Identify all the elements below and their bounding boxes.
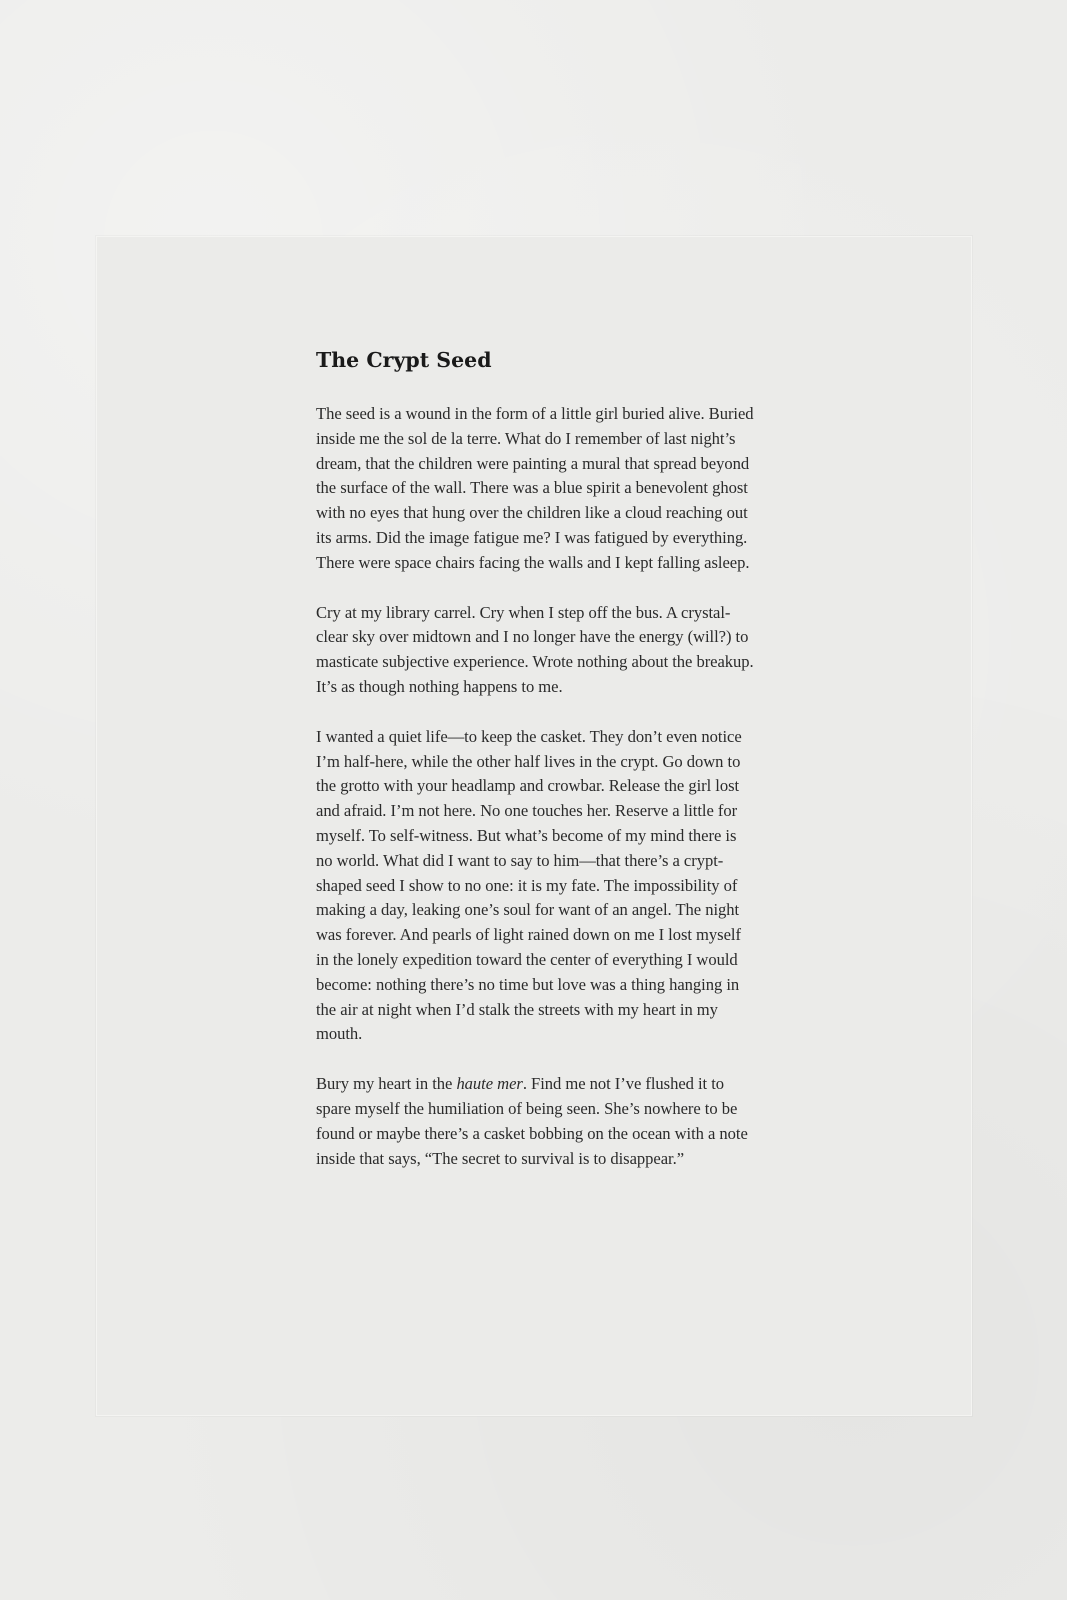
stanza-text: Bury my heart in the	[316, 1074, 457, 1094]
stanza-text: . Find me not I’ve flushed it to spare myself the humiliation of being seen. She’s nowhere to be found or maybe there’s a casket bobbing on the ocean with a note inside that says, “The secret to survival is to disappear.”	[316, 1074, 748, 1168]
stanza: I wanted a quiet life—to keep the casket. They don’t even notice I’m half-here, while the other half lives in the crypt. Go down to the grotto with your headlamp and crowbar. Release the girl lost and afraid. I’m not here. No one touches her. Reserve a little for myself. To self-witness. But what’s become of my mind there is no world. What did I want to say to him—that there’s a crypt-shaped seed I show to no one: it is my fate. The impossibility of making a day, leaking one’s soul for want of an angel. The night was forever. And pearls of light rained down on me I lost myself in the lonely expedition toward the center of everything I would become: nothing there’s no time but love was a thing hanging in the air at night when I’d stalk the streets with my heart in my mouth.	[316, 726, 742, 1044]
poem-title: The Crypt Seed	[316, 348, 492, 372]
stanza: Cry at my library carrel. Cry when I step off the bus. A crystal-clear sky over midtown and I no longer have the energy (will?) to masticate subjective experience. Wrote nothing about the breakup. It’s as though nothing happens to me.	[316, 602, 754, 696]
poem	[316, 346, 756, 1171]
stanza: The seed is a wound in the form of a little girl buried alive. Buried inside me the sol de la terre. What do I remember of last night’s dream, that the children were painting a mural that spread beyond the surface of the wall. There was a blue spirit a benevolent ghost with no eyes that hung over the children like a cloud reaching out its arms. Did the image fatigue me? I was fatigued by everything. There were space chairs facing the walls and I kept falling asleep.	[316, 404, 754, 572]
italic-phrase: haute mer	[456, 1074, 523, 1094]
stanza	[316, 1072, 756, 1171]
